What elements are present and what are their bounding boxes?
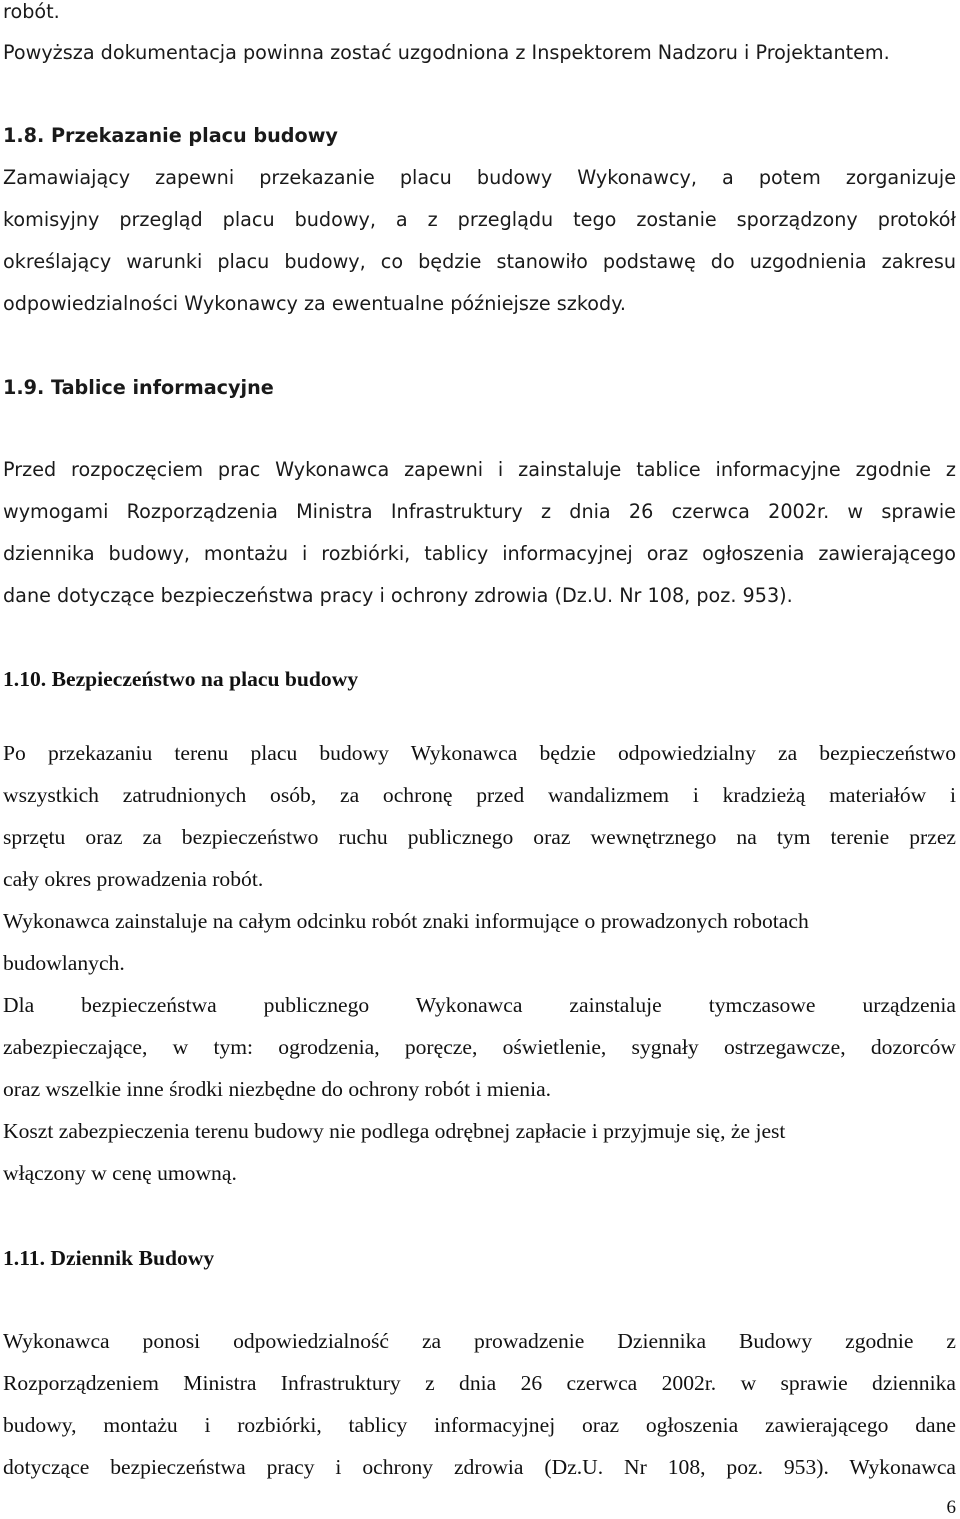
body-text-line: robót. [3, 0, 60, 23]
page-number: 6 [946, 1497, 956, 1518]
body-text-line: Rozporządzeniem Ministra Infrastruktury z dnia 26 czerwca 2002r. w sprawie dziennika [3, 1371, 956, 1395]
body-text-line: oraz wszelkie inne środki niezbędne do ochrony robót i mienia. [3, 1077, 552, 1101]
section-heading-1-10: 1.10. Bezpieczeństwo na placu budowy [3, 667, 359, 691]
body-text-line: cały okres prowadzenia robót. [3, 867, 264, 891]
body-text-line: budowy, montażu i rozbiórki, tablicy informacyjnej oraz ogłoszenia zawierającego dane [3, 1413, 956, 1437]
body-text-line: dotyczące bezpieczeństwa pracy i ochrony zdrowia (Dz.U. Nr 108, poz. 953). Wykonawca [3, 1455, 956, 1479]
body-text-line: dziennika budowy, montażu i rozbiórki, tablicy informacyjnej oraz ogłoszenia zawierającego [3, 542, 956, 565]
body-text-line: Po przekazaniu terenu placu budowy Wykonawca będzie odpowiedzialny za bezpieczeństwo [3, 741, 956, 765]
body-text-line: Wykonawca ponosi odpowiedzialność za prowadzenie Dziennika Budowy zgodnie z [3, 1329, 956, 1353]
body-text-line: odpowiedzialności Wykonawcy za ewentualne późniejsze szkody. [3, 292, 626, 315]
body-text-line: sprzętu oraz za bezpieczeństwo ruchu publicznego oraz wewnętrznego na tym terenie przez [3, 825, 956, 849]
body-text-line: Dla bezpieczeństwa publicznego Wykonawca zainstaluje tymczasowe urządzenia [3, 993, 956, 1017]
body-text-line: wszystkich zatrudnionych osób, za ochronę przed wandalizmem i kradzieżą materiałów i [3, 783, 956, 807]
body-text-line: Wykonawca zainstaluje na całym odcinku robót znaki informujące o prowadzonych robotach [3, 909, 809, 933]
body-text-line: zabezpieczające, w tym: ogrodzenia, poręcze, oświetlenie, sygnały ostrzegawcze, dozorców [3, 1035, 956, 1059]
body-text-line: włączony w cenę umowną. [3, 1161, 237, 1185]
body-text-line: Przed rozpoczęciem prac Wykonawca zapewni i zainstaluje tablice informacyjne zgodnie z [3, 458, 956, 481]
body-text-line: dane dotyczące bezpieczeństwa pracy i ochrony zdrowia (Dz.U. Nr 108, poz. 953). [3, 584, 793, 607]
section-heading-1-9: 1.9. Tablice informacyjne [3, 376, 274, 399]
body-text-line: budowlanych. [3, 951, 125, 975]
body-text-line: Zamawiający zapewni przekazanie placu budowy Wykonawcy, a potem zorganizuje [3, 166, 956, 189]
body-text-line: wymogami Rozporządzenia Ministra Infrastruktury z dnia 26 czerwca 2002r. w sprawie [3, 500, 956, 523]
body-text-line: komisyjny przegląd placu budowy, a z przeglądu tego zostanie sporządzony protokół [3, 208, 956, 231]
body-text-line: Powyższa dokumentacja powinna zostać uzgodniona z Inspektorem Nadzoru i Projektantem. [3, 41, 890, 64]
section-heading-1-8: 1.8. Przekazanie placu budowy [3, 124, 338, 147]
section-heading-1-11: 1.11. Dziennik Budowy [3, 1246, 215, 1270]
body-text-line: Koszt zabezpieczenia terenu budowy nie podlega odrębnej zapłacie i przyjmuje się, że jest [3, 1119, 786, 1143]
body-text-line: określający warunki placu budowy, co będzie stanowiło podstawę do uzgodnienia zakresu [3, 250, 956, 273]
